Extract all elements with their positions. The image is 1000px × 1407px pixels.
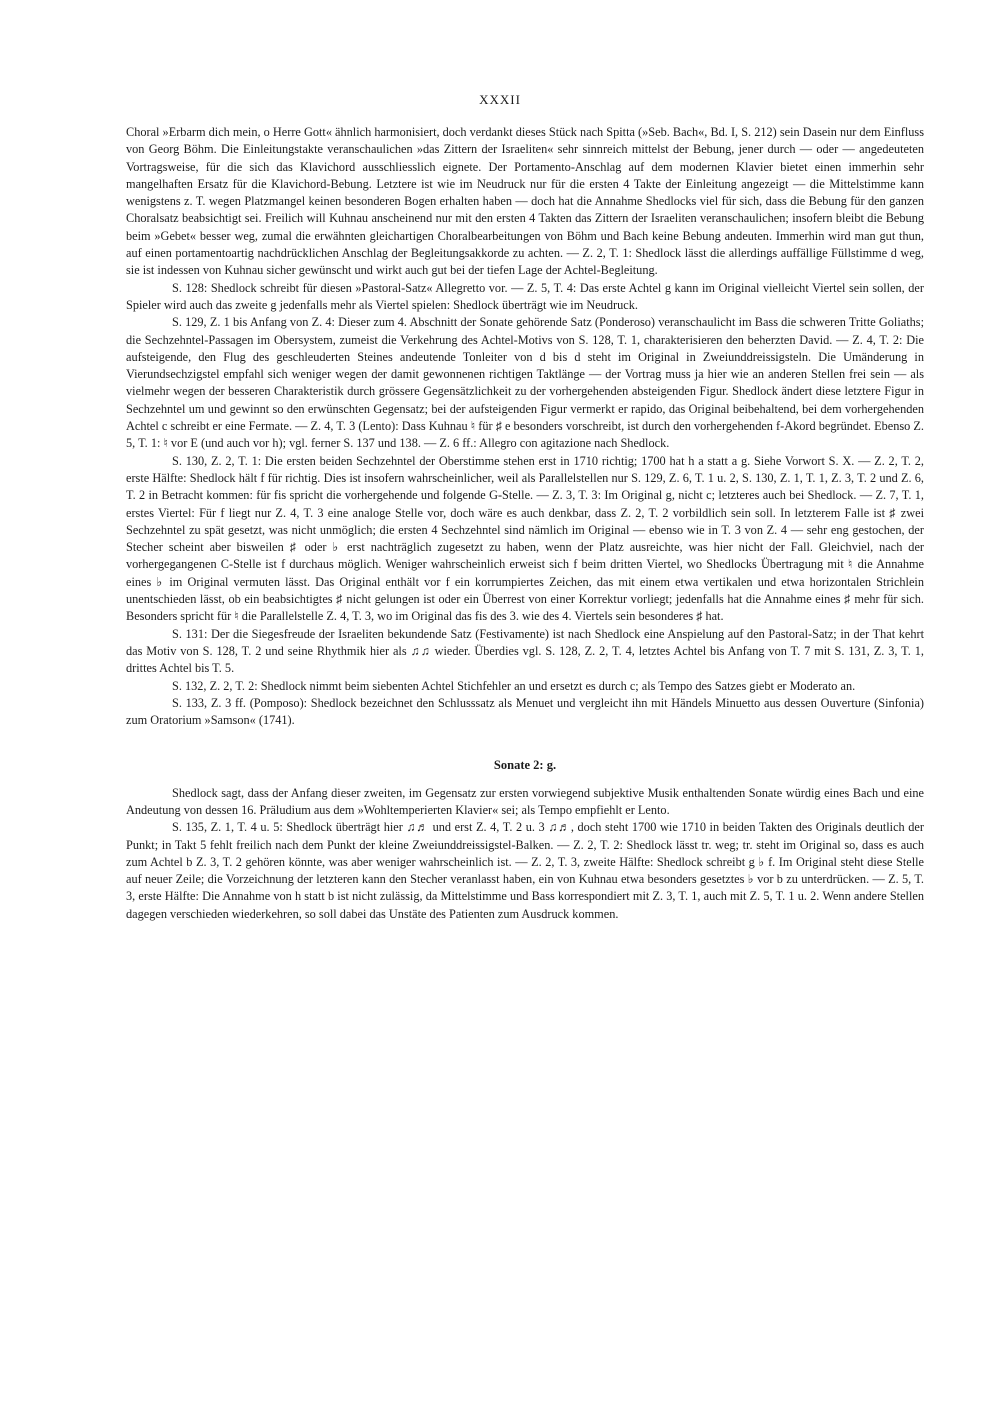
paragraph-s132: S. 132, Z. 2, T. 2: Shedlock nimmt beim siebenten Achtel Stichfehler an und ersetzt es durch c; als Tempo des Satzes giebt er Moderato an. [172, 678, 856, 693]
paragraph-s128: S. 128: Shedlock schreibt für diesen »Pastoral-Satz« Allegretto vor. — Z. 5, T. 4: Das erste Achtel g kann im Original vielleicht Viertel sein sollen, der Spieler wird auch das zweite g jedenfalls mehr als Viertel spielen: Shedlock überträgt wie im Neudruck. [126, 280, 924, 312]
paragraph-s129: S. 129, Z. 1 bis Anfang von Z. 4: Dieser zum 4. Abschnitt der Sonate gehörende Satz (Ponderoso) veranschaulicht im Bass die schweren Tritte Goliaths; die Sechzehntel-Passagen im Obersystem, zumeist die Verkehrung des Achtel-Motivs von S. 128, T. 1, charakterisieren den beherzten David. — Z. 4, T. 2: Die aufsteigende, den Flug des geschleuderten Steines andeutende Tonleiter von d bis d steht im Original in Zweiunddreissigsteln. Die Umänderung in Vierundsechzigstel empfahl sich weniger wegen der damit gewonnenen richtigen Taktlänge — der Vortrag muss ja hier wie an anderen Stellen frei sein — als vielmehr wegen der besseren Charakteristik durch grössere Gegensätzlichkeit zu der vorhergehenden absteigenden Figur. Shedlock ändert diese letztere Figur in Sechzehntel um und gewinnt so den erwünschten Gegensatz; bei der aufsteigenden Figur vermerkt er rapido, das Original beibehaltend, bei dem vorhergehenden Achtel c schreibt er eine Fermate. — Z. 4, T. 3 (Lento): Dass Kuhnau ♮ für ♯ e besonders vorschreibt, ist durch den vorhergehenden f-Akord begründet. Ebenso Z. 5, T. 1: ♮ vor E (und auch vor h); vgl. ferner S. 137 und 138. — Z. 6 ff.: Allegro con agitazione nach Shedlock. [126, 315, 924, 451]
page-body [126, 124, 924, 923]
paragraph-s130: S. 130, Z. 2, T. 1: Die ersten beiden Sechzehntel der Oberstimme stehen erst in 1710 richtig; 1700 hat h a statt a g. Siehe Vorwort S. X. — Z. 2, T. 2, erste Hälfte: Shedlock hält f für richtig. Dies ist insofern wahrscheinlicher, weil als Parallelstellen nur S. 129, Z. 6, T. 1 u. 2, S. 130, Z. 1, T. 1, Z. 3, T. 2 und Z. 6, T. 2 in Betracht kommen: für fis spricht die vorhergehende und folgende G-Stelle. — Z. 3, T. 3: Im Original g, nicht c; letzteres auch bei Shedlock. — Z. 7, T. 1, erstes Viertel: Für f liegt nur Z. 4, T. 3 eine analoge Stelle vor, doch wäre es auch denkbar, dass Z. 2, T. 2 vorbildlich sein soll. In letzterem Falle ist ♯ zwei Sechzehntel zu spät gesetzt, was nicht unmöglich; die ersten 4 Sechzehntel sind nämlich im Original — ebenso wie in T. 3 von Z. 4 — sehr eng gestochen, der Stecher scheint aber bisweilen ♯ oder ♭ erst nachträglich zugesetzt zu haben, wenn der Platz ausreichte, was hier nicht der Fall. Gleichviel, nach der vorhergegangenen C-Stelle ist f durchaus möglich. Weniger wahrscheinlich erweist sich f beim dritten Viertel, wo Shedlocks Übertragung mit ♮ die Annahme eines ♭ im Original vermuten lässt. Das Original enthält vor f ein korrumpiertes Zeichen, das mit einem etwa vertikalen und etwa horizontalen Strichlein unentschieden lässt, ob ein beabsichtigtes ♯ nicht gelungen ist oder ein Überrest von einer Korrektur vorliegt; jedenfalls hat die Annahme eines ♯ mehr für sich. Besonders spricht für ♮ die Parallelstelle Z. 4, T. 3, wo im Original das fis des 3. wie des 4. Viertels sein besonderes ♯ hat. [126, 453, 924, 624]
paragraph-s131: S. 131: Der die Siegesfreude der Israeliten bekundende Satz (Festivamente) ist nach Shedlock eine Anspielung auf den Pastoral-Satz; in der That kehrt das Motiv von S. 128, T. 2 und seine Rhythmik hier als ♫♫ wieder. Überdies vgl. S. 128, Z. 2, T. 4, letztes Achtel bis Anfang von T. 7 mit S. 131, Z. 3, T. 1, drittes Achtel bis T. 5. [126, 626, 924, 676]
section-heading: Sonate 2: g. [493, 758, 557, 773]
paragraph-s133: S. 133, Z. 3 ff. (Pomposo): Shedlock bezeichnet den Schlusssatz als Menuet und vergleicht ihn mit Händels Minuetto aus dessen Ouverture (Sinfonia) zum Oratorium »Samson« (1741). [126, 695, 924, 728]
paragraph-s135: S. 135, Z. 1, T. 4 u. 5: Shedlock überträgt hier ♫♬ und erst Z. 4, T. 2 u. 3 ♫♬, doch steht 1700 wie 1710 in beiden Takten des Originals deutlich der Punkt; in Takt 5 fehlt freilich nach dem Punkt der kleine Zweiunddreissigstel-Balken. — Z. 2, T. 2: Shedlock lässt tr. weg; tr. steht im Original so, dass es auch zum Achtel b Z. 3, T. 2 gehören könnte, was aber weniger wahrscheinlich ist. — Z. 2, T. 3, zweite Hälfte: Shedlock schreibt g ♭ f. Im Original steht diese Stelle auf neuer Zeile; die Vorzeichnung der letzteren kann den Stecher veranlasst haben, ein von Kuhnau etwa besonders gesetztes ♭ vor b zu unterdrücken. — Z. 5, T. 3, erste Hälfte: Die Annahme von h statt b ist nicht zulässig, da Mittelstimme und Bass korrespondiert mit Z. 3, T. 1, auch mit Z. 5, T. 1 u. 2. Wenn andere Stellen dagegen verschieden wiederkehren, so soll dabei das Unstäte des Patienten zum Ausdruck kommen. [126, 820, 924, 921]
page-number: XXXII [479, 92, 521, 107]
paragraph-sonate2-intro: Shedlock sagt, dass der Anfang dieser zweiten, im Gegensatz zur ersten vorwiegend subjektive Musik enthaltenden Sonate würdig eines Bach und eine Andeutung von dessen 16. Präludium aus dem »Wohltemperierten Klavier« sei; als Tempo empfiehlt er Lento. [126, 785, 924, 817]
paragraph-choral: Choral »Erbarm dich mein, o Herre Gott« ähnlich harmonisiert, doch verdankt dieses Stück nach Spitta (»Seb. Bach«, Bd. I, S. 212) sein Dasein nur dem Einfluss von Georg Böhm. Die Einleitungstakte veranschaulichen »das Zittern der Israeliten« sehr sinnreich mittelst der Bebung, jener durch — oder — angedeuteten Vortragsweise, für die sich das Klavichord ausschliesslich eignete. Der Portamento-Anschlag auf dem modernen Klavier bietet einen immerhin sehr mangelhaften Ersatz für die Klavichord-Bebung. Letztere ist wie im Neudruck nur für die ersten 4 Takte der Einleitung angezeigt — die Mittelstimme kann wenigstens z. T. wegen Platzmangel keinen besonderen Bogen erhalten haben — doch hat die Annahme Shedlocks viel für sich, dass die Bebung für den ganzen Choralsatz beabsichtigt sei. Freilich will Kuhnau anscheinend nur mit den ersten 4 Takten das Zittern der Israeliten veranschaulichen; insofern bleibt die Bebung beim »Gebet« besser weg, zumal die erwähnten gleichartigen Choralbearbeitungen von Böhm und Bach keine Bebung andeuten. Immerhin wird man gut thun, auf einen portamentoartig nachdrücklichen Anschlag der Begleitungsakkorde zu achten. — Z. 2, T. 1: Shedlock lässt die allerdings auffällige Füllstimme d weg, sie ist indessen von Kuhnau sicher gewünscht und wirkt auch gut bei der tiefen Lage der Achtel-Begleitung. [126, 125, 924, 278]
